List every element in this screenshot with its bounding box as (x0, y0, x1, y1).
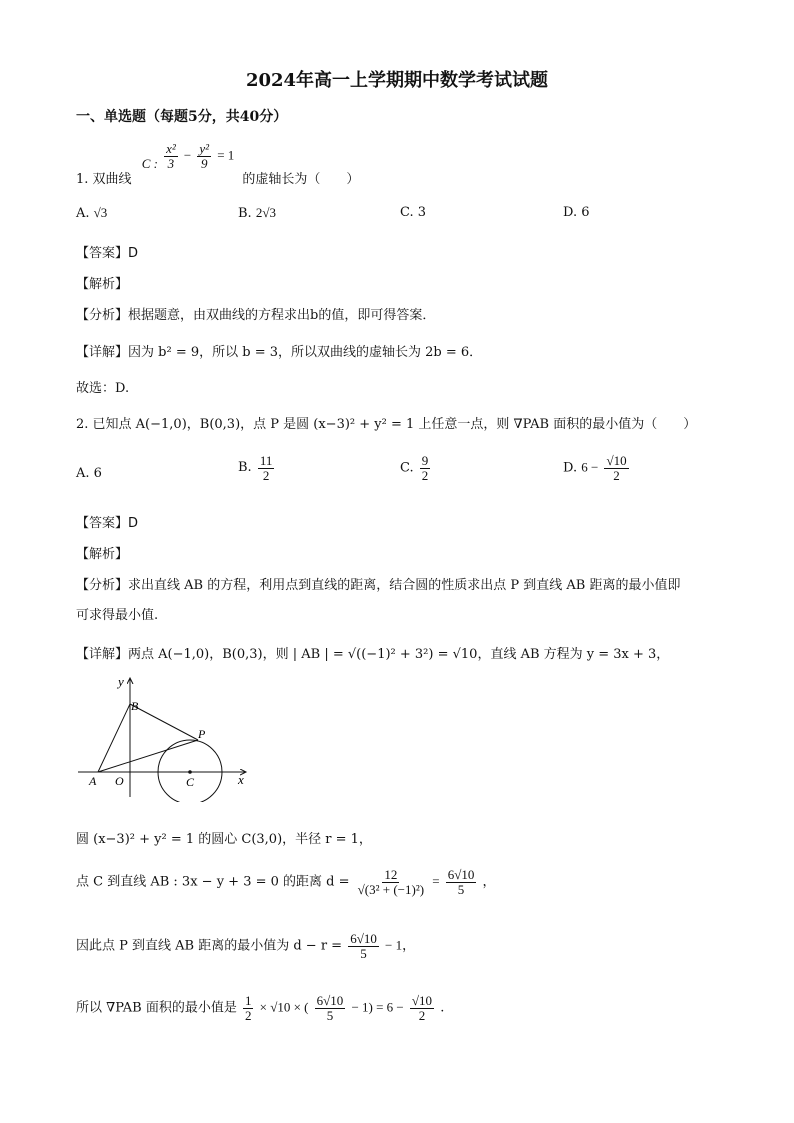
q1-tail: 的虚轴长为（ ） (242, 172, 360, 187)
q2-min-distance-line: 因此点 P 到直线 AB 距离的最小值为 d − r = $\frac{6√10}{5}$ − 1， (76, 931, 416, 961)
center-point (188, 770, 192, 774)
label-a: A (89, 774, 97, 788)
q2-distance-line: 点 C 到直线 AB : 3x − y + 3 = 0 的距离 d = $\frac{12}{\text{√(3² + (−1)²)}}$ = $\frac{6√10}{5}$ ， (76, 867, 496, 897)
label-x: x (238, 772, 244, 787)
q2-option-b: B. $\frac{11}{2}$ (238, 453, 273, 483)
q1-jiexi: 【解析】 (76, 277, 129, 292)
q2-stem: 2. 已知点 A(−1,0)，B(0,3)，点 P 是圆 (x−3)² + y² = 1 上任意一点，则 ∇PAB 面积的最小值为（ ） (76, 417, 697, 432)
section-heading: 一、单选题（每题5分，共40分） (76, 109, 288, 125)
label-y: y (118, 674, 124, 689)
q1-frac-y: $\frac{\text{y²}}{9}$ (199, 141, 210, 171)
q1-eq-c: C : (141, 155, 158, 171)
q1-minus: − (183, 147, 192, 163)
label-c: C (186, 775, 195, 789)
q2-analysis-line1: 【分析】求出直线 AB 的方程，利用点到直线的距离，结合圆的性质求出点 P 到直线 AB 距离的最小值即 (76, 578, 681, 593)
q2-answer: 【答案】D (76, 516, 139, 531)
q2-jiexi: 【解析】 (76, 547, 129, 562)
segment-ap (98, 740, 198, 772)
label-b: B (131, 699, 139, 713)
q1-detail: 【详解】因为 b² = 9，所以 b = 3，所以双曲线的虚轴长为 2b = 6． (76, 345, 483, 360)
page-title: 2024年高一上学期期中数学考试试题 (245, 70, 549, 91)
q1-num: 1. 双曲线 (76, 172, 132, 187)
segment-bp (130, 704, 198, 740)
q1-stem (76, 141, 360, 187)
q1-option-c: C. 3 (400, 205, 427, 220)
q1-choice: 故选：D. (76, 381, 130, 396)
q1-analysis: 【分析】根据题意，由双曲线的方程求出b的值，即可得答案． (76, 308, 436, 323)
q2-circle-line: 圆 (x−3)² + y² = 1 的圆心 C(3,0)，半径 r = 1， (76, 832, 372, 847)
q2-option-a: A. 6 (76, 466, 102, 481)
q1-option-b: B. 2√3 (238, 205, 276, 221)
q1-equation (142, 142, 235, 170)
q2-option-c: C. $\frac{9}{2}$ (400, 453, 429, 483)
segment-ab (98, 704, 130, 772)
q1-frac-x: $\frac{\text{x²}}{3}$ (166, 141, 176, 171)
q1-answer: 【答案】D (76, 246, 139, 261)
q2-detail: 【详解】两点 A(−1,0)，B(0,3)，则 | AB | = √((−1)² + 3²) = √10，直线 AB 方程为 y = 3x + 3， (76, 647, 670, 662)
q1-option-a: A. √3 (76, 205, 108, 221)
geometry-figure (70, 672, 260, 802)
q2-analysis-line2: 可求得最小值. (76, 608, 159, 623)
label-o: O (115, 774, 124, 788)
q1-eq-rhs: = 1 (217, 147, 235, 163)
label-p: P (198, 727, 206, 741)
q1-option-d: D. 6 (563, 205, 590, 220)
q2-option-d: D. 6 − $\frac{√10}{2}$ (563, 453, 627, 483)
q2-area-line: 所以 ∇PAB 面积的最小值是 $\frac{1}{2}$ × √10 × ( $\frac{6√10}{5}$ − 1) = 6 − $\frac{√10}{2}$ . (76, 993, 445, 1023)
